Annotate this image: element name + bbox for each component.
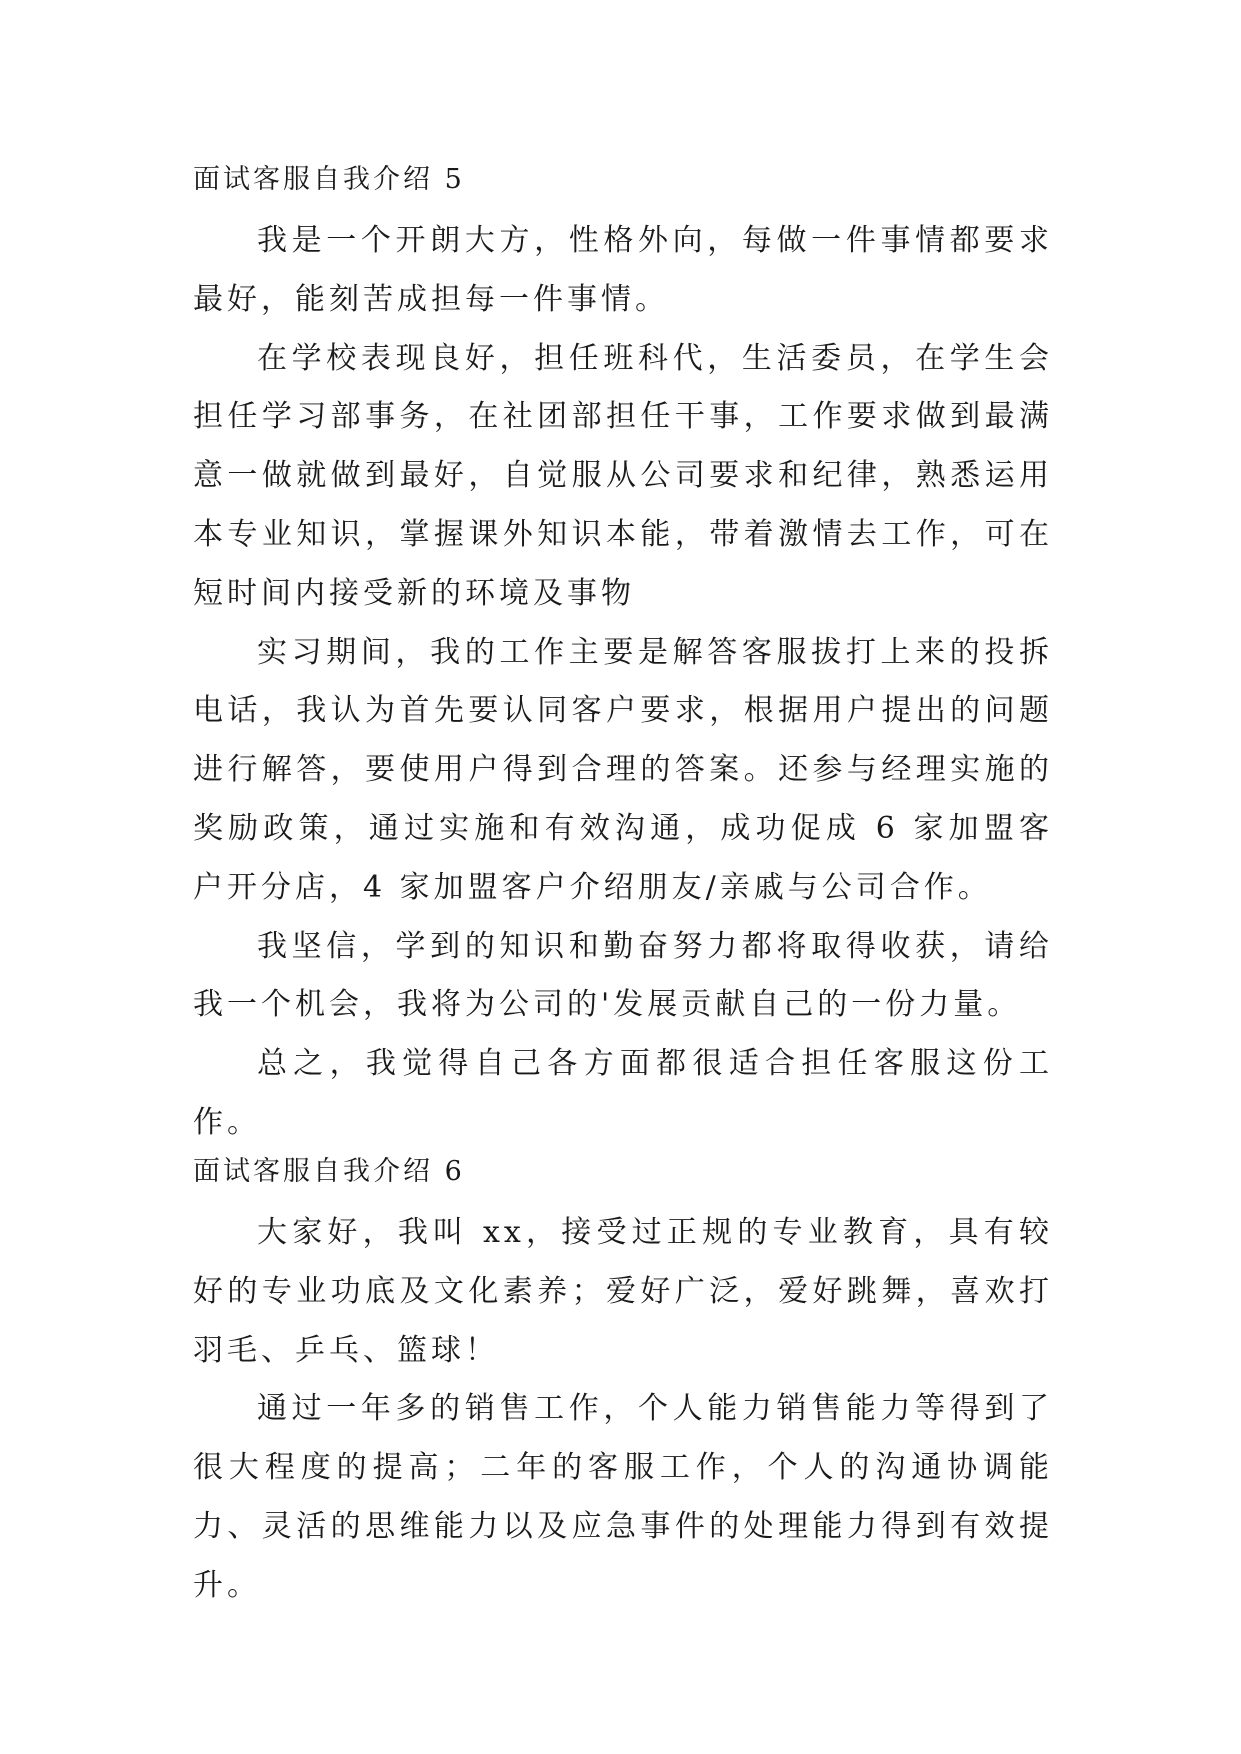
section-intro-6 (193, 1152, 1053, 1616)
paragraph: 我坚信，学到的知识和勤奋努力都将取得收获，请给我一个机会，我将为公司的'发展贡献自己的一份力量。 (193, 928, 1053, 1023)
paragraph: 在学校表现良好，担任班科代，生活委员，在学生会担任学习部事务，在社团部担任干事，工作要求做到最满意一做就做到最好，自觉服从公司要求和纪律，熟悉运用本专业知识，掌握课外知识本能，带着激情去工作，可在短时间内接受新的环境及事物 (193, 340, 1053, 611)
paragraph: 总之，我觉得自己各方面都很适合担任客服这份工作。 (193, 1046, 1053, 1140)
section-title: 面试客服自我介绍 5 (193, 164, 465, 195)
section-title: 面试客服自我介绍 6 (193, 1156, 465, 1187)
paragraph: 我是一个开朗大方，性格外向，每做一件事情都要求最好，能刻苦成担每一件事情。 (193, 223, 1053, 317)
paragraph: 大家好，我叫 xx，接受过正规的专业教育，具有较好的专业功底及文化素养；爱好广泛，爱好跳舞，喜欢打羽毛、乒乓、篮球！ (193, 1215, 1053, 1368)
paragraph: 实习期间，我的工作主要是解答客服拔打上来的投拆电话，我认为首先要认同客户要求，根据用户提出的问题进行解答，要使用户得到合理的答案。还参与经理实施的奖励政策，通过实施和有效沟通，成功促成 6 家加盟客户开分店，4 家加盟客户介绍朋友/亲戚与公司合作。 (193, 634, 1053, 905)
paragraph: 通过一年多的销售工作，个人能力销售能力等得到了很大程度的提高；二年的客服工作，个人的沟通协调能力、灵活的思维能力以及应急事件的处理能力得到有效提升。 (193, 1391, 1053, 1603)
section-intro-5 (193, 160, 1053, 1153)
